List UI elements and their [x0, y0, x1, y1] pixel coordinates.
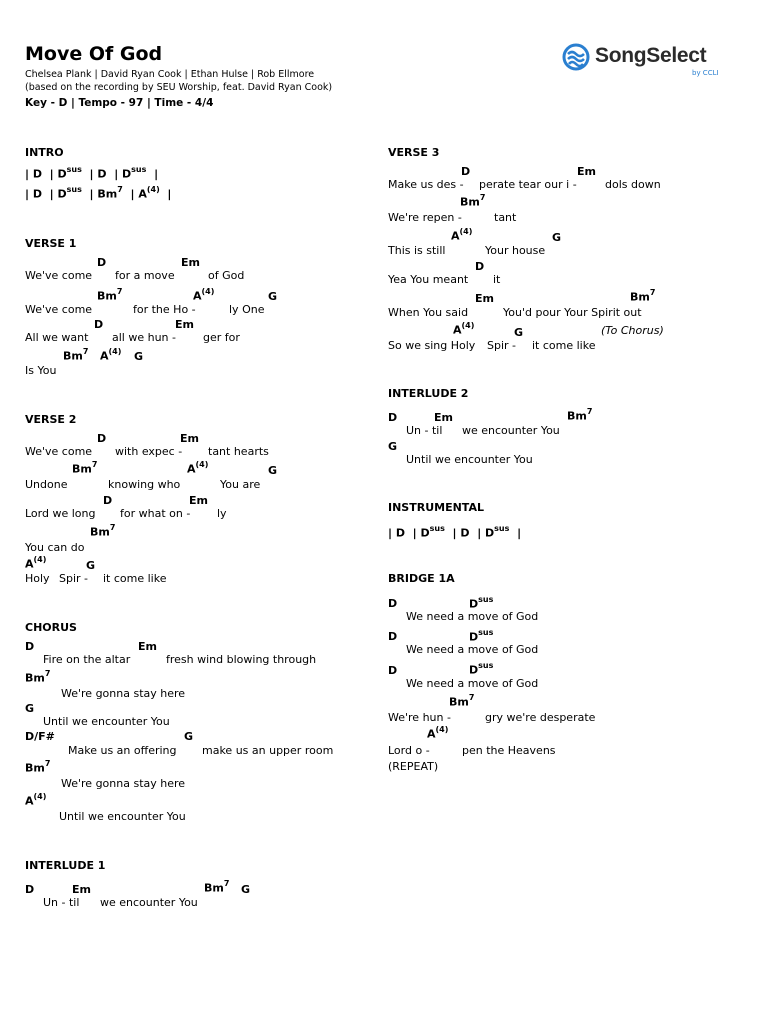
- ccli-waves-icon: [562, 42, 590, 72]
- lyric: for what on -: [120, 507, 191, 520]
- lyric: We're gonna stay here: [61, 687, 186, 700]
- to-chorus-note: (To Chorus): [601, 324, 664, 337]
- lyric: Un - til: [43, 896, 80, 909]
- lyric: When You said: [388, 306, 469, 319]
- lyric: We're repen -: [388, 211, 462, 224]
- lyric: Is You: [25, 364, 57, 377]
- lyric: tant hearts: [208, 445, 269, 458]
- chord: Bm$^7$: [63, 347, 89, 363]
- chord: Bm$^7$: [25, 669, 51, 685]
- chord: G: [86, 559, 96, 572]
- chord: $A^{(4)}$: [187, 460, 209, 476]
- logo-byline: by CCLI: [692, 69, 719, 77]
- chord: D: [475, 260, 485, 273]
- lyric: Lord o -: [388, 744, 430, 757]
- chord: D: [388, 597, 398, 610]
- chord: $D^{sus}$: [469, 628, 494, 644]
- lyric: for the Ho -: [133, 303, 196, 316]
- lyric: fresh wind blowing through: [166, 653, 317, 666]
- lyric: Make us an offering: [68, 744, 177, 757]
- chord: $A^{(4)}$: [451, 227, 473, 243]
- lyric: gry we're desperate: [485, 711, 596, 724]
- section-verse-3: VERSE 3: [388, 146, 440, 159]
- lyric: Make us des -: [388, 178, 464, 191]
- lyric: You can do: [25, 541, 85, 554]
- section-chorus: CHORUS: [25, 621, 77, 634]
- lyric: we encounter You: [100, 896, 198, 909]
- chord: G: [268, 464, 278, 477]
- chord: $D^{sus}$: [469, 661, 494, 677]
- lyric: We've come: [25, 269, 93, 282]
- lyric: ly One: [229, 303, 265, 316]
- chord: Bm$^7$: [449, 693, 475, 709]
- lyric: pen the Heavens: [462, 744, 556, 757]
- chord: Bm$^7$: [25, 759, 51, 775]
- lyric: Until we encounter You: [406, 453, 533, 466]
- chord: Bm$^7$: [204, 879, 230, 895]
- lyric: All we want: [25, 331, 89, 344]
- lyric: We need a move of God: [406, 610, 539, 623]
- chord: Em: [180, 432, 199, 445]
- lyric: we encounter You: [462, 424, 560, 437]
- credits-recording: (based on the recording by SEU Worship, feat. David Ryan Cook): [25, 82, 333, 93]
- chord: G: [184, 730, 194, 743]
- chord: D: [388, 411, 398, 424]
- lyric: We've come: [25, 445, 93, 458]
- section-instrumental: INSTRUMENTAL: [388, 501, 484, 514]
- chord: Em: [138, 640, 157, 653]
- lyric: Lord we long: [25, 507, 96, 520]
- chord: G: [134, 350, 144, 363]
- chord: Em: [175, 318, 194, 331]
- chord: D: [388, 664, 398, 677]
- chord: $D^{sus}$: [469, 595, 494, 611]
- chord: G: [25, 702, 35, 715]
- chord: D/F#: [25, 730, 55, 743]
- intro-chord-row-2: | D | $D^{sus}$ | Bm$^7$ | $A^{(4)}$ |: [25, 185, 172, 201]
- chord: Bm$^7$: [630, 288, 656, 304]
- chord: G: [241, 883, 251, 896]
- lyric: it come like: [532, 339, 596, 352]
- chord: Em: [434, 411, 453, 424]
- chord: D: [94, 318, 104, 331]
- chord: Em: [475, 292, 494, 305]
- chord: D: [25, 883, 35, 896]
- lyric: We've come: [25, 303, 93, 316]
- lyric: Until we encounter You: [43, 715, 170, 728]
- lyric: We're gonna stay here: [61, 777, 186, 790]
- chord: Bm$^7$: [97, 287, 123, 303]
- chord: D: [25, 640, 35, 653]
- section-interlude-1: INTERLUDE 1: [25, 859, 106, 872]
- chord: Em: [181, 256, 200, 269]
- chord: G: [388, 440, 398, 453]
- lyric: it: [493, 273, 501, 286]
- chord: Em: [577, 165, 596, 178]
- repeat-marker: (REPEAT): [388, 760, 439, 773]
- lyric: We need a move of God: [406, 677, 539, 690]
- lyric: Spir -: [59, 572, 89, 585]
- lyric: Un - til: [406, 424, 443, 437]
- lyric: This is still: [388, 244, 446, 257]
- logo-wordmark: SongSelect: [595, 44, 707, 67]
- chord: G: [514, 326, 524, 339]
- song-title: Move Of God: [25, 43, 163, 65]
- chord: Bm$^7$: [72, 460, 98, 476]
- section-interlude-2: INTERLUDE 2: [388, 387, 469, 400]
- lyric: Holy: [25, 572, 50, 585]
- chord: G: [552, 231, 562, 244]
- chord: D: [97, 256, 107, 269]
- section-verse-2: VERSE 2: [25, 413, 77, 426]
- chord: Bm$^7$: [460, 193, 486, 209]
- section-intro: INTRO: [25, 146, 64, 159]
- lyric: We need a move of God: [406, 643, 539, 656]
- section-bridge-1a: BRIDGE 1A: [388, 572, 455, 585]
- lyric: Undone: [25, 478, 68, 491]
- lyric: So we sing Holy: [388, 339, 476, 352]
- intro-chord-row-1: | D | $D^{sus}$ | D | $D^{sus}$ |: [25, 165, 159, 181]
- chord: Bm$^7$: [90, 523, 116, 539]
- chord: G: [268, 290, 278, 303]
- lyric: Yea You meant: [388, 273, 469, 286]
- lyric: You are: [220, 478, 261, 491]
- section-verse-1: VERSE 1: [25, 237, 77, 250]
- lyric: perate tear our i -: [479, 178, 577, 191]
- lyric: Fire on the altar: [43, 653, 131, 666]
- credits-writers: Chelsea Plank | David Ryan Cook | Ethan Hulse | Rob Ellmore: [25, 69, 315, 80]
- lyric: tant: [494, 211, 517, 224]
- lyric: of God: [208, 269, 245, 282]
- key-tempo-time: Key - D | Tempo - 97 | Time - 4/4: [25, 97, 214, 109]
- lyric: knowing who: [108, 478, 181, 491]
- lyric: Your house: [485, 244, 546, 257]
- chord: $A^{(4)}$: [427, 725, 449, 741]
- lyric: it come like: [103, 572, 167, 585]
- chord: Em: [72, 883, 91, 896]
- chord: Em: [189, 494, 208, 507]
- lyric: for a move: [115, 269, 175, 282]
- lyric: Spir -: [487, 339, 517, 352]
- chord: D: [461, 165, 471, 178]
- lyric: make us an upper room: [202, 744, 334, 757]
- songselect-logo: [562, 42, 732, 82]
- chord: D: [388, 630, 398, 643]
- chord: $A^{(4)}$: [25, 792, 47, 808]
- lyric: Until we encounter You: [59, 810, 186, 823]
- lyric: ger for: [203, 331, 240, 344]
- lyric: ly: [217, 507, 227, 520]
- chord: D: [103, 494, 113, 507]
- lyric: We're hun -: [388, 711, 451, 724]
- chord: $A^{(4)}$: [453, 321, 475, 337]
- chord: D: [97, 432, 107, 445]
- instrumental-chord-row: | D | $D^{sus}$ | D | $D^{sus}$ |: [388, 524, 522, 540]
- chord: $A^{(4)}$: [100, 347, 122, 363]
- chord: Bm$^7$: [567, 407, 593, 423]
- lyric: all we hun -: [112, 331, 176, 344]
- lyric: You'd pour Your Spirit out: [503, 306, 642, 319]
- chord: $A^{(4)}$: [193, 287, 215, 303]
- lyric: with expec -: [115, 445, 183, 458]
- chord: $A^{(4)}$: [25, 555, 47, 571]
- lyric: dols down: [605, 178, 661, 191]
